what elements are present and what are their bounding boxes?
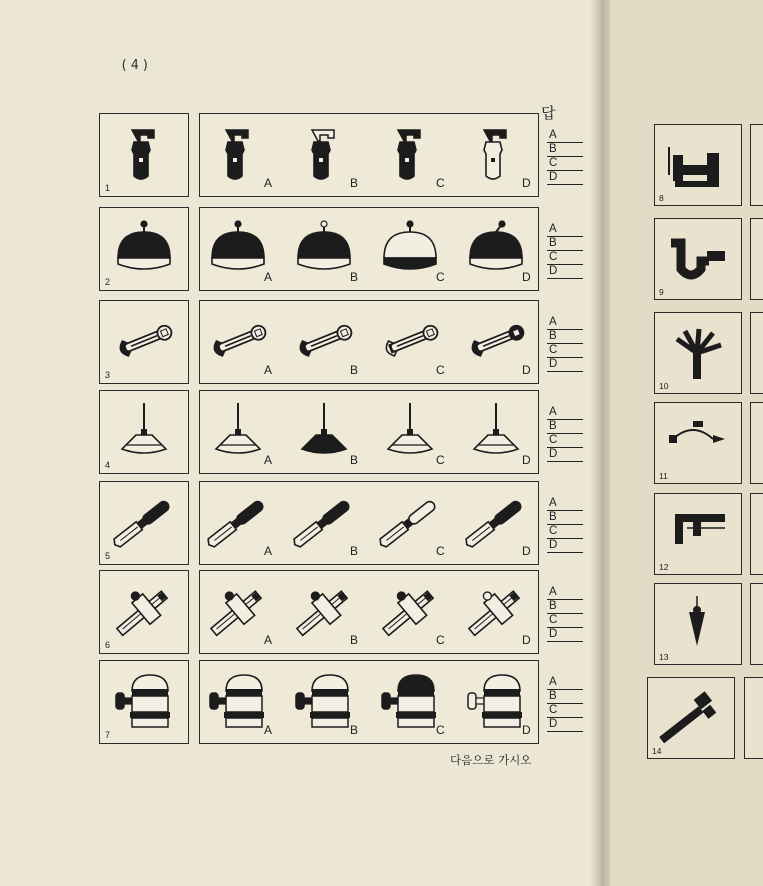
- right-options-box-partial: [750, 124, 763, 206]
- question-number: 9: [659, 287, 664, 297]
- option-d-adjustable-wrench-icon[interactable]: [466, 124, 526, 184]
- answer-choice-a[interactable]: A: [547, 129, 583, 143]
- answer-options-box: [199, 481, 539, 565]
- question-reference-box: [99, 113, 189, 197]
- option-b-chisel-icon[interactable]: [294, 492, 354, 552]
- pipe-wrench-icon: [660, 688, 720, 748]
- right-question-box: [654, 493, 742, 575]
- answer-options-box: [199, 113, 539, 197]
- answer-choice-c[interactable]: C: [547, 344, 583, 358]
- option-d-combination-wrench-icon[interactable]: [466, 311, 526, 371]
- right-options-box-partial: [750, 402, 763, 484]
- answer-choices: [547, 129, 583, 185]
- hand-drill-icon: [667, 413, 727, 473]
- option-b-combination-wrench-icon[interactable]: [294, 311, 354, 371]
- answer-choices: [547, 406, 583, 462]
- adjustable-wrench-icon: [114, 124, 174, 184]
- option-label-c: C: [436, 544, 445, 558]
- marking-gauge-icon: [114, 581, 174, 641]
- question-number: 8: [659, 193, 664, 203]
- answer-choice-d[interactable]: D: [547, 358, 583, 372]
- option-c-dome-handle-icon[interactable]: [380, 218, 440, 278]
- option-d-dome-handle-icon[interactable]: [466, 218, 526, 278]
- option-label-d: D: [522, 363, 531, 377]
- oil-can-icon: [114, 401, 174, 461]
- option-label-d: D: [522, 176, 531, 190]
- question-number: 2: [105, 277, 111, 287]
- option-a-chisel-icon[interactable]: [208, 492, 268, 552]
- answer-options-box: [199, 570, 539, 654]
- question-number: 3: [105, 370, 111, 380]
- question-reference-box: [99, 207, 189, 291]
- bench-vise-icon: [667, 135, 727, 195]
- option-label-a: A: [264, 270, 273, 284]
- answer-choice-b[interactable]: B: [547, 143, 583, 157]
- answer-choice-a[interactable]: A: [547, 676, 583, 690]
- option-label-b: B: [350, 544, 359, 558]
- answer-options-box: [199, 390, 539, 474]
- question-reference-box: [99, 570, 189, 654]
- option-label-a: A: [264, 723, 273, 737]
- answer-choice-b[interactable]: B: [547, 511, 583, 525]
- option-label-b: B: [350, 723, 359, 737]
- answer-choice-c[interactable]: C: [547, 525, 583, 539]
- question-reference-box: [99, 300, 189, 384]
- option-d-knob-cylinder-icon[interactable]: [466, 671, 526, 731]
- answer-choice-c[interactable]: C: [547, 704, 583, 718]
- option-label-c: C: [436, 723, 445, 737]
- answer-choice-d[interactable]: D: [547, 718, 583, 732]
- question-number: 5: [105, 551, 111, 561]
- question-number: 4: [105, 460, 111, 470]
- answer-choice-b[interactable]: B: [547, 600, 583, 614]
- option-label-a: A: [264, 176, 273, 190]
- answer-choice-b[interactable]: B: [547, 330, 583, 344]
- answer-heading: 답: [541, 104, 556, 122]
- micrometer-icon: [667, 229, 727, 289]
- answer-choice-d[interactable]: D: [547, 448, 583, 462]
- option-b-marking-gauge-icon[interactable]: [294, 581, 354, 641]
- answer-choices: [547, 316, 583, 372]
- dome-handle-icon: [114, 218, 174, 278]
- answer-choice-c[interactable]: C: [547, 251, 583, 265]
- option-label-d: D: [522, 723, 531, 737]
- answer-choice-a[interactable]: A: [547, 497, 583, 511]
- vernier-caliper-icon: [667, 504, 727, 564]
- answer-choices: [547, 676, 583, 732]
- option-a-dome-handle-icon[interactable]: [208, 218, 268, 278]
- option-d-oil-can-icon[interactable]: [466, 401, 526, 461]
- answer-choice-b[interactable]: B: [547, 420, 583, 434]
- answer-choice-b[interactable]: B: [547, 237, 583, 251]
- option-d-chisel-icon[interactable]: [466, 492, 526, 552]
- knob-cylinder-icon: [114, 671, 174, 731]
- option-b-adjustable-wrench-icon[interactable]: [294, 124, 354, 184]
- question-number: 6: [105, 640, 111, 650]
- right-question-box: [654, 583, 742, 665]
- question-reference-box: [99, 660, 189, 744]
- option-a-oil-can-icon[interactable]: [208, 401, 268, 461]
- option-c-oil-can-icon[interactable]: [380, 401, 440, 461]
- answer-choice-c[interactable]: C: [547, 157, 583, 171]
- option-label-c: C: [436, 176, 445, 190]
- option-a-adjustable-wrench-icon[interactable]: [208, 124, 268, 184]
- right-options-box-partial: [744, 677, 763, 759]
- option-label-d: D: [522, 544, 531, 558]
- question-number: 7: [105, 730, 111, 740]
- answer-options-box: [199, 300, 539, 384]
- answer-choice-d[interactable]: D: [547, 628, 583, 642]
- option-c-marking-gauge-icon[interactable]: [380, 581, 440, 641]
- option-a-marking-gauge-icon[interactable]: [208, 581, 268, 641]
- question-reference-box: [99, 390, 189, 474]
- option-b-dome-handle-icon[interactable]: [294, 218, 354, 278]
- option-label-b: B: [350, 363, 359, 377]
- option-d-marking-gauge-icon[interactable]: [466, 581, 526, 641]
- question-number: 13: [659, 652, 669, 662]
- option-label-d: D: [522, 270, 531, 284]
- option-label-a: A: [264, 633, 273, 647]
- question-number: 11: [659, 471, 668, 481]
- option-label-b: B: [350, 176, 359, 190]
- right-question-box: [647, 677, 735, 759]
- question-reference-box: [99, 481, 189, 565]
- option-label-b: B: [350, 270, 359, 284]
- question-number: 10: [659, 381, 669, 391]
- right-question-box: [654, 402, 742, 484]
- answer-choices: [547, 223, 583, 279]
- option-label-c: C: [436, 270, 445, 284]
- answer-choice-a[interactable]: A: [547, 406, 583, 420]
- answer-choice-a[interactable]: A: [547, 316, 583, 330]
- answer-options-box: [199, 660, 539, 744]
- option-b-knob-cylinder-icon[interactable]: [294, 671, 354, 731]
- option-label-d: D: [522, 633, 531, 647]
- right-question-box: [654, 312, 742, 394]
- option-c-chisel-icon[interactable]: [380, 492, 440, 552]
- answer-choice-d[interactable]: D: [547, 539, 583, 553]
- answer-choice-d[interactable]: D: [547, 171, 583, 185]
- right-question-box: [654, 218, 742, 300]
- book-gutter: [590, 0, 612, 886]
- answer-choices: [547, 586, 583, 642]
- question-number: 12: [659, 562, 669, 572]
- answer-choice-a[interactable]: A: [547, 223, 583, 237]
- footer-text: 다음으로 가시오: [450, 753, 532, 767]
- right-options-box-partial: [750, 583, 763, 665]
- option-label-d: D: [522, 453, 531, 467]
- chisel-icon: [114, 492, 174, 552]
- feeler-gauge-icon: [667, 323, 727, 383]
- answer-choice-b[interactable]: B: [547, 690, 583, 704]
- right-options-box-partial: [750, 312, 763, 394]
- answer-options-box: [199, 207, 539, 291]
- option-label-c: C: [436, 363, 445, 377]
- plumb-bob-icon: [667, 594, 727, 654]
- option-label-a: A: [264, 544, 273, 558]
- option-label-c: C: [436, 453, 445, 467]
- option-a-knob-cylinder-icon[interactable]: [208, 671, 268, 731]
- question-number: 1: [105, 183, 111, 193]
- option-b-oil-can-icon[interactable]: [294, 401, 354, 461]
- page-number: (4): [120, 58, 153, 73]
- answer-choice-d[interactable]: D: [547, 265, 583, 279]
- combination-wrench-icon: [114, 311, 174, 371]
- option-c-adjustable-wrench-icon[interactable]: [380, 124, 440, 184]
- right-question-box: [654, 124, 742, 206]
- question-number: 14: [652, 746, 662, 756]
- answer-choice-c[interactable]: C: [547, 434, 583, 448]
- answer-choice-c[interactable]: C: [547, 614, 583, 628]
- option-label-a: A: [264, 453, 273, 467]
- option-c-knob-cylinder-icon[interactable]: [380, 671, 440, 731]
- answer-choice-a[interactable]: A: [547, 586, 583, 600]
- right-options-box-partial: [750, 218, 763, 300]
- option-label-b: B: [350, 633, 359, 647]
- right-options-box-partial: [750, 493, 763, 575]
- option-label-b: B: [350, 453, 359, 467]
- option-a-combination-wrench-icon[interactable]: [208, 311, 268, 371]
- option-c-combination-wrench-icon[interactable]: [380, 311, 440, 371]
- option-label-a: A: [264, 363, 273, 377]
- option-label-c: C: [436, 633, 445, 647]
- answer-choices: [547, 497, 583, 553]
